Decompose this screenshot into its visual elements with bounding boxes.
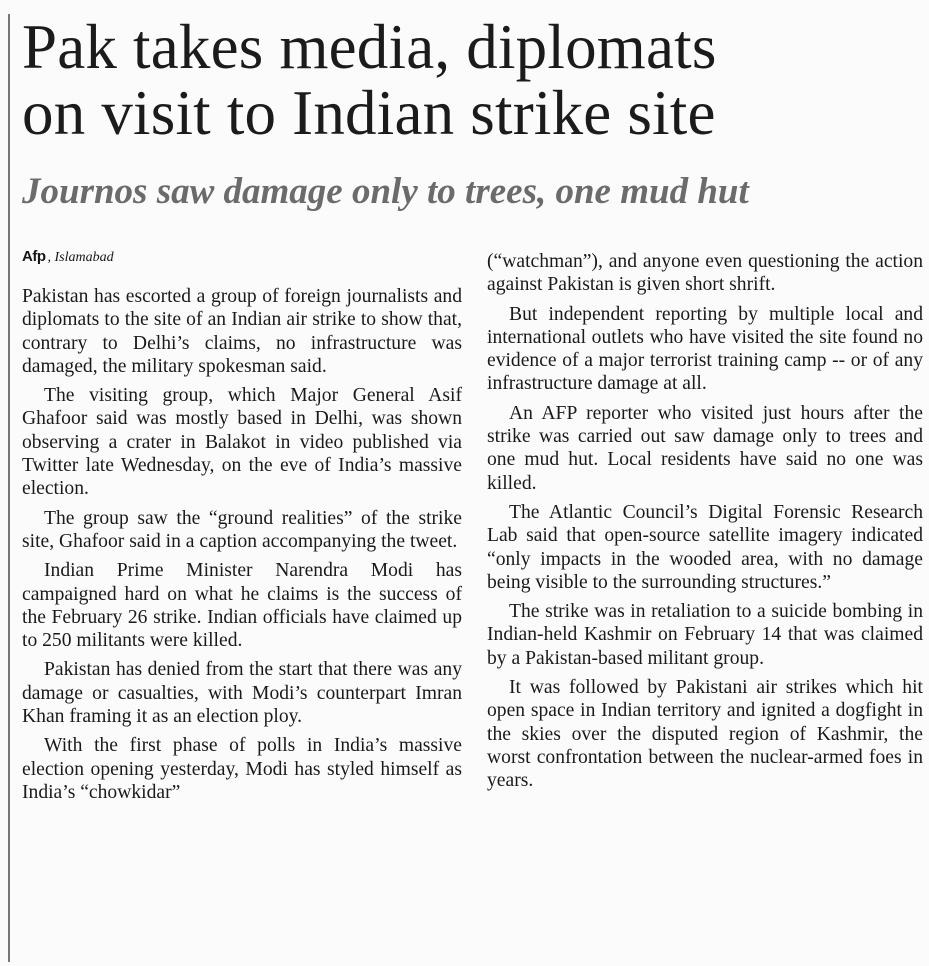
- byline-agency: Afp: [22, 248, 46, 265]
- article-paragraph: (“watchman”), and anyone even questioning the action against Pakistan is given short shrift.: [487, 251, 923, 296]
- article-paragraph: The visiting group, which Major General Asif Ghafoor said was mostly based in Delhi, was shown observing a crater in Balakot in video published via Twitter late Wednesday, on the eve of India’s massive election.: [22, 385, 462, 500]
- byline-location: , Islamabad: [47, 250, 114, 265]
- article-paragraph: Pakistan has denied from the start that there was any damage or casualties, with Modi’s counterpart Imran Khan framing it as an election ploy.: [22, 659, 462, 728]
- article-column-right: [487, 250, 923, 799]
- headline-line-2: on visit to Indian strike site: [22, 78, 716, 148]
- article-paragraph: It was followed by Pakistani air strikes which hit open space in Indian territory and ignited a dogfight in the skies over the disputed region of Kashmir, the worst confrontation between the nuclear-armed foes in years.: [487, 677, 923, 792]
- article-paragraph: The strike was in retaliation to a suicide bombing in Indian-held Kashmir on February 14 that was claimed by a Pakistan-based militant group.: [487, 601, 923, 669]
- article-paragraph: With the first phase of polls in India’s massive election opening yesterday, Modi has styled himself as India’s “chowkidar”: [22, 735, 462, 803]
- article-paragraph: The Atlantic Council’s Digital Forensic Research Lab said that open-source satellite imagery indicated “only impacts in the wooded area, with no damage being visible to the surrounding structures.”: [487, 501, 923, 593]
- headline: [22, 14, 912, 146]
- article-paragraph: An AFP reporter who visited just hours after the strike was carried out saw damage only to trees and one mud hut. Local residents have said no one was killed.: [487, 402, 923, 494]
- headline-line-1: Pak takes media, diplomats: [22, 12, 717, 82]
- article-column-left: [22, 285, 462, 810]
- article-paragraph: Indian Prime Minister Narendra Modi has campaigned hard on what he claims is the success of the February 26 strike. Indian officials have claimed up to 250 militants were killed.: [22, 560, 462, 652]
- column-rule: [8, 14, 10, 962]
- article-paragraph: But independent reporting by multiple local and international outlets who have visited the site found no evidence of a major terrorist training camp -- or of any infrastructure damage at all.: [487, 303, 923, 395]
- article-paragraph: Pakistan has escorted a group of foreign journalists and diplomats to the site of an Indian air strike to show that, contrary to Delhi’s claims, no infrastructure was damaged, the military spokesman said.: [22, 286, 462, 377]
- byline: [22, 248, 114, 268]
- subheadline: Journos saw damage only to trees, one mud hut: [22, 171, 749, 212]
- article-paragraph: The group saw the “ground realities” of the strike site, Ghafoor said in a caption accompanying the tweet.: [22, 507, 462, 552]
